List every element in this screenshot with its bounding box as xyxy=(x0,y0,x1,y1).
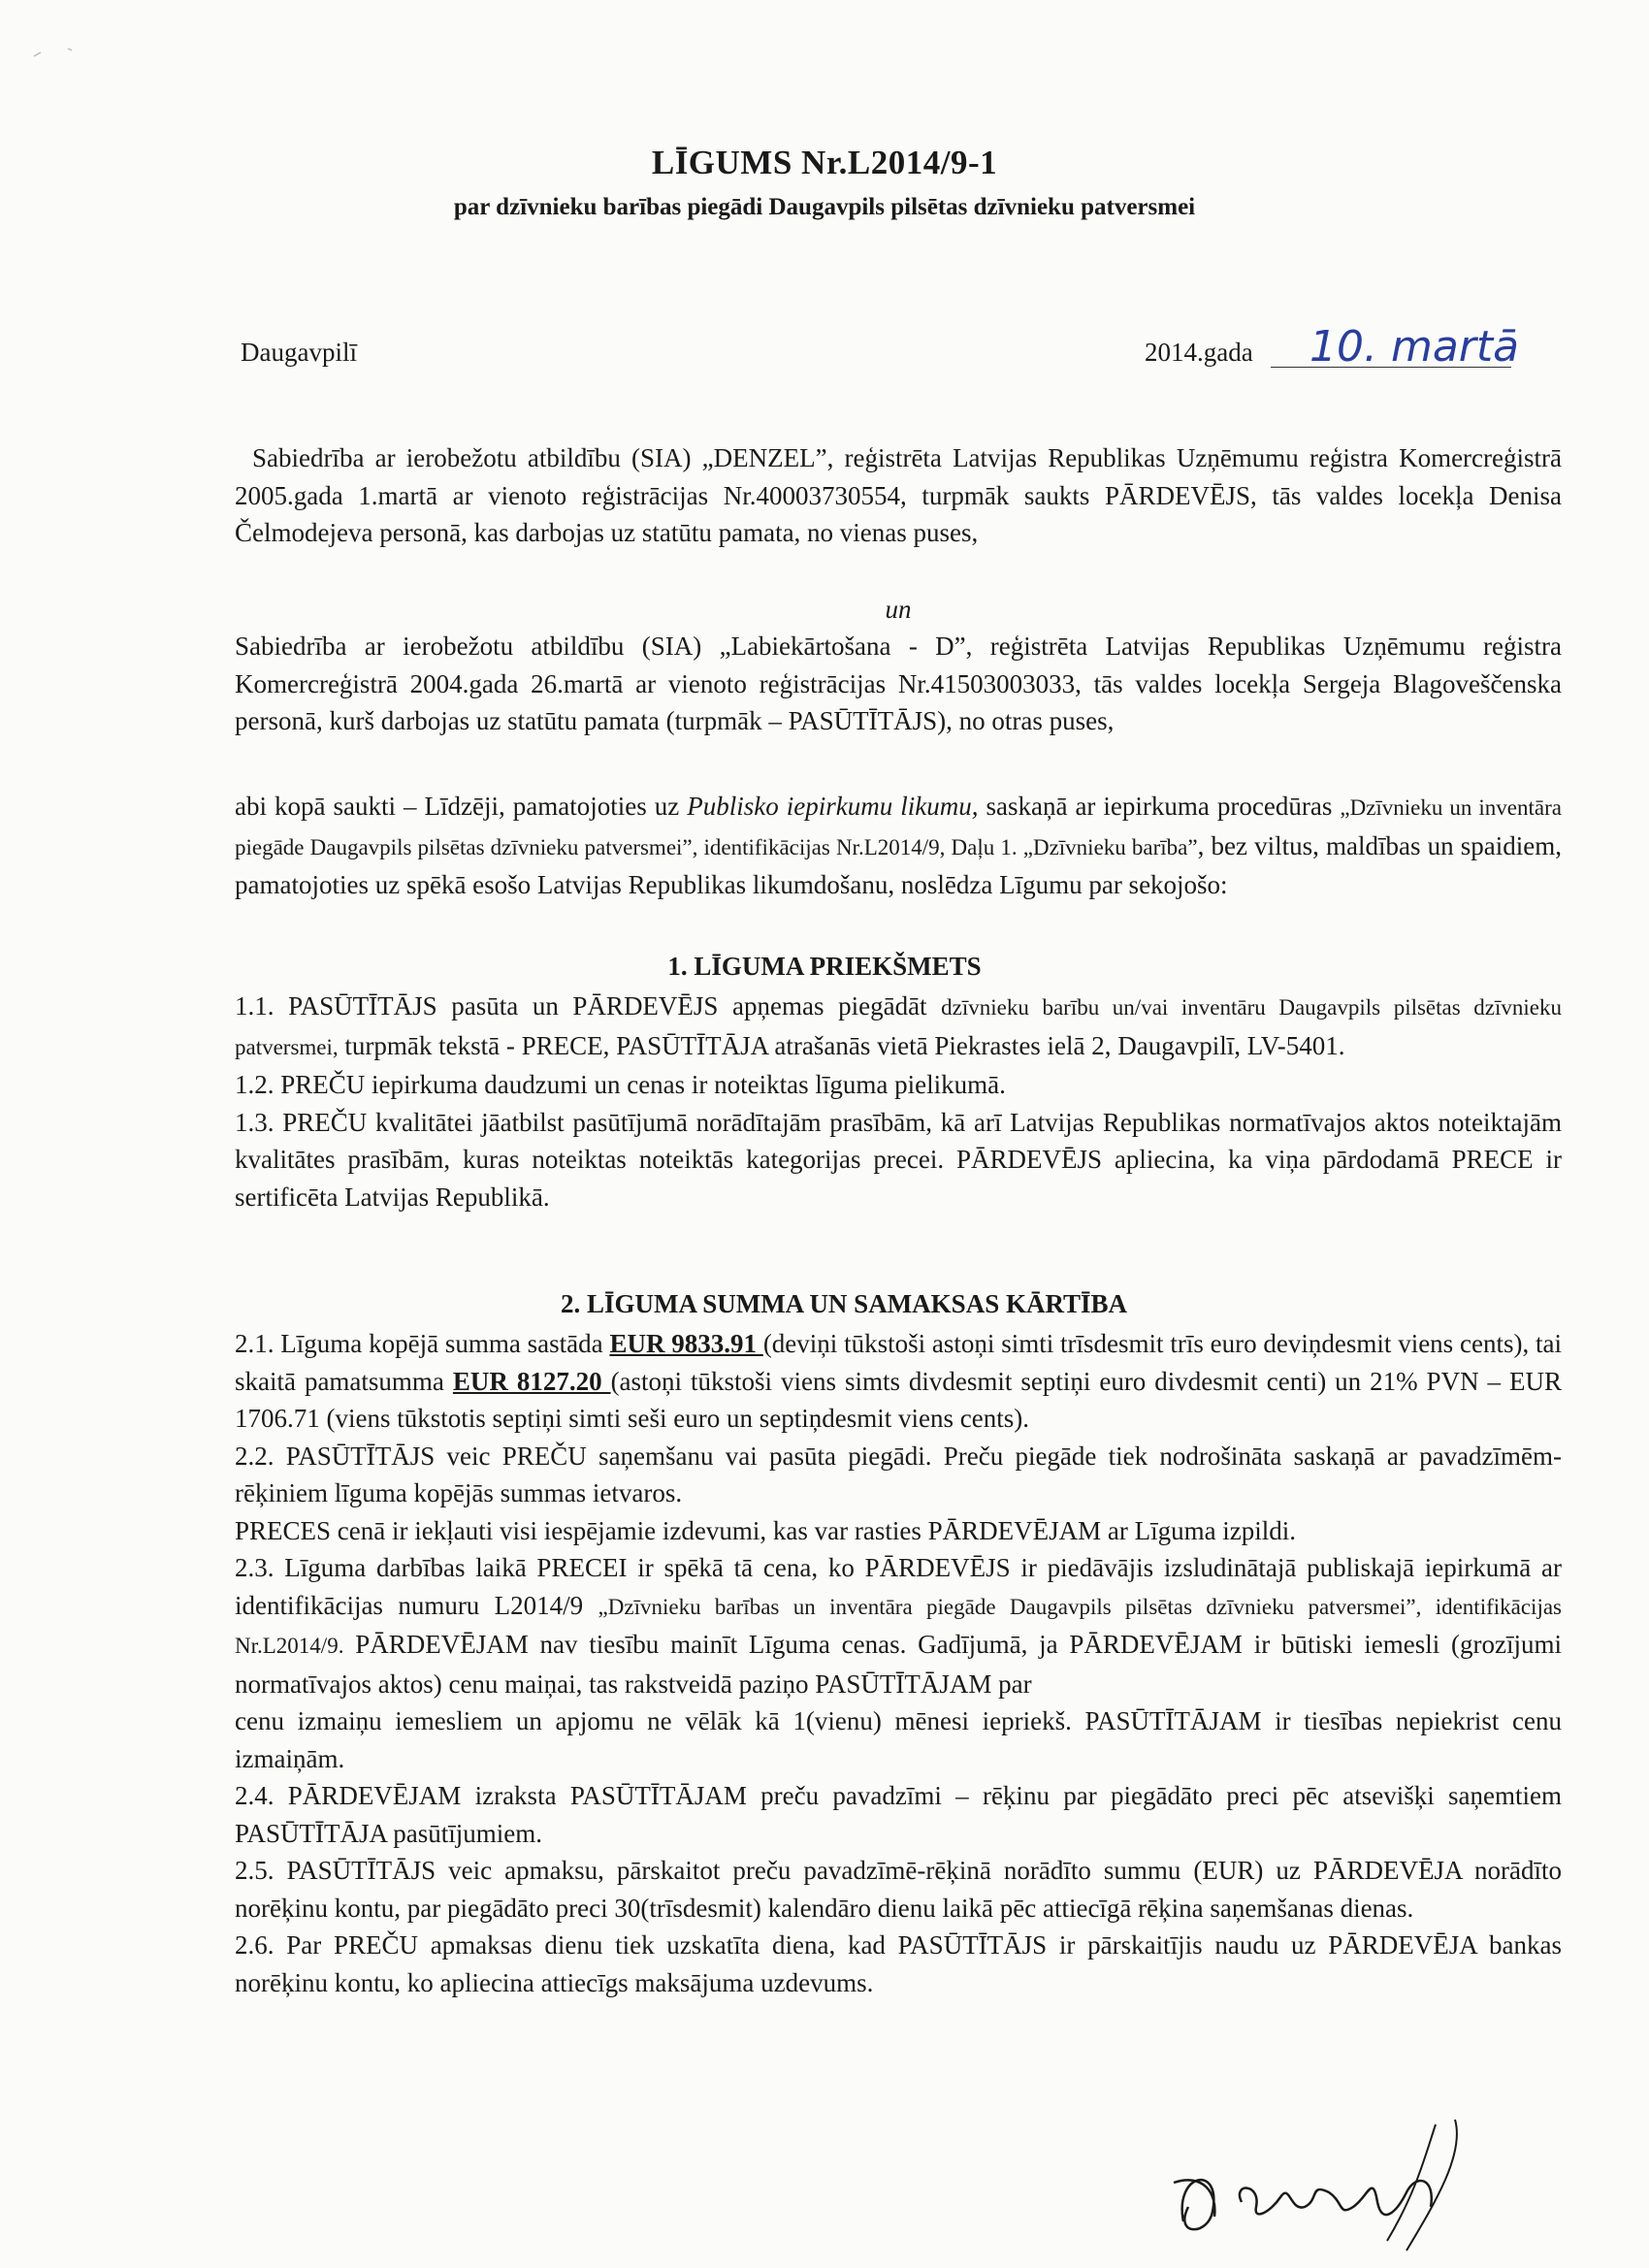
party-buyer: Sabiedrība ar ierobežotu atbildību (SIA) „Labiekārtošana - D”, reģistrēta Latvijas Republikas Uzņēmumu reģistra Komercreģistrā 2004.gada 26.martā ar vienoto reģistrācijas Nr.41503003033, tās valdes locekļa Sergeja Blagoveščenska personā, kurš darbojas uz statūtu pamata (turpmāk – PASŪTĪTĀJS), no otras puses, xyxy=(235,632,1562,735)
handwritten-date-text: 10. martā xyxy=(1310,322,1520,372)
clause-2-2-a: 2.2. PASŪTĪTĀJS veic PREČU saņemšanu vai pasūta piegādi. Preču piegāde tiek nodrošināta saskaņā ar pavadzīmēm-rēķiniem līguma kopējās summas ietvaros. xyxy=(235,1441,1562,1507)
clause-1-1-small: dzīvnieku barību un/vai inventāru Daugavpils pilsētas dzīvnieku patversmei, xyxy=(235,995,1562,1059)
party-conjunction: un xyxy=(885,595,912,624)
clause-2-1-a: 2.1. Līguma kopējā summa sastāda xyxy=(235,1329,610,1358)
total-amount: EUR 9833.91 xyxy=(609,1329,763,1358)
section2-body xyxy=(235,1325,1562,2001)
clause-2-3-c: cenu izmaiņu iemesliem un apjomu ne vēlāk kā 1(vienu) mēnesi iepriekš. PASŪTĪTĀJAM ir tiesības nepiekrist cenu izmaiņām. xyxy=(235,1706,1562,1773)
clause-2-3-small: „Dzīvnieku barības un inventāra piegāde Daugavpils pilsētas dzīvnieku patversmei”, identifikācijas Nr.L2014/9. xyxy=(235,1594,1562,1658)
section1-body xyxy=(235,988,1562,1215)
clause-2-2-b: PRECES cenā ir iekļauti visi iespējamie izdevumi, kas var rasties PĀRDEVĒJAM ar Līguma izpildi. xyxy=(235,1515,1297,1545)
contract-date-prefix: 2014.gada xyxy=(1145,338,1253,367)
clause-2-6: 2.6. Par PREČU apmaksas dienu tiek uzskatīta diena, kad PASŪTĪTĀJS ir pārskaitījis naudu uz PĀRDEVĒJA bankas norēķinu kontu, ko apliecina attiecīgs maksājuma uzdevums. xyxy=(235,1930,1562,1997)
intro-law: Publisko iepirkumu likumu, xyxy=(687,792,979,821)
contract-intro xyxy=(235,788,1562,904)
base-amount: EUR 8127.20 xyxy=(452,1366,611,1396)
contract-place: Daugavpilī xyxy=(241,338,357,367)
clause-2-5: 2.5. PASŪTĪTĀJS veic apmaksu, pārskaitot preču pavadzīmē-rēķinā norādīto summu (EUR) uz PĀRDEVĒJA norādīto norēķinu kontu, par piegādāto preci 30(trīsdesmit) kalendāro dienu laikā pēc attiecīgā rēķina saņemšanas dienas. xyxy=(235,1856,1562,1923)
intro-part3: , bez viltus, maldības un spaidiem, pamatojoties uz spēkā esošo Latvijas Republikas likumdošanu, noslēdza Līgumu par sekojošo: xyxy=(235,830,1562,899)
intro-procedure: „Dzīvnieku un inventāra piegāde Daugavpils pilsētas dzīvnieku patversmei”, identifikācijas Nr.L2014/9, Daļu 1. „Dzīvnieku barība” xyxy=(235,795,1562,859)
handwritten-signature xyxy=(1145,2115,1494,2260)
clause-1-1-a: 1.1. PASŪTĪTĀJS pasūta un PĀRDEVĒJS apņemas piegādāt xyxy=(235,991,942,1021)
clause-1-2: 1.2. PREČU iepirkuma daudzumi un cenas ir noteiktas līguma pielikumā. xyxy=(235,1070,1006,1099)
intro-part2: saskaņā ar iepirkuma procedūras xyxy=(978,792,1341,821)
section2-title: 2. LĪGUMA SUMMA UN SAMAKSAS KĀRTĪBA xyxy=(560,1289,1128,1318)
clause-1-3: 1.3. PREČU kvalitātei jāatbilst pasūtījumā norādītajām prasībām, kā arī Latvijas Republikas normatīvajos aktos noteiktajām kvalitātes prasībām, kuras noteiktas noteiktās kategorijas precei. PĀRDEVĒJS apliecina, ka viņa pārdodamā PRECE ir sertificēta Latvijas Republikā. xyxy=(235,1107,1562,1212)
contract-subtitle: par dzīvnieku barības piegādi Daugavpils pilsētas dzīvnieku patversmei xyxy=(453,194,1196,220)
clause-2-3-a: 2.3. Līguma darbības laikā PRECEI ir spēkā tā cena, ko PĀRDEVĒJS ir piedāvājis izsludinātajā publiskajā iepirkumā ar identifikācijas numuru L2014/9 xyxy=(235,1553,1562,1620)
contract-title: LĪGUMS Nr.L2014/9-1 xyxy=(651,144,998,181)
clause-2-3 xyxy=(235,1549,1562,1702)
scan-corner-mark xyxy=(29,39,146,68)
intro-part1: abi kopā saukti – Līdzēji, pamatojoties uz xyxy=(235,792,688,821)
handwritten-date xyxy=(1300,303,1523,380)
clause-1-1-b: turpmāk tekstā - PRECE, PASŪTĪTĀJA atrašanās vietā Piekrastes ielā 2, Daugavpilī, LV-5401. xyxy=(338,1030,1345,1060)
clause-2-1-b: (deviņi tūkstoši astoņi simti trīsdesmit trīs euro deviņdesmit viens cents), tai skaitā pamatsumma xyxy=(235,1329,1563,1396)
party-seller: Sabiedrība ar ierobežotu atbildību (SIA) „DENZEL”, reģistrēta Latvijas Republikas Uzņēmumu reģistra Komercreģistrā 2005.gada 1.martā ar vienoto reģistrācijas Nr.40003730554, turpmāk saukts PĀRDEVĒJS, tās valdes locekļa Denisa Čelmodejeva personā, kas darbojas uz statūtu pamata, no vienas puses, xyxy=(235,443,1562,547)
clause-2-1 xyxy=(235,1325,1562,1438)
clause-2-1-c: (astoņi tūkstoši viens simts divdesmit septiņi euro divdesmit centi) un 21% PVN – EUR 1706.71 (viens tūkstotis septiņi simti seši euro un septiņdesmit viens cents). xyxy=(235,1366,1562,1433)
section1-title: 1. LĪGUMA PRIEKŠMETS xyxy=(667,952,982,981)
clause-1-1 xyxy=(235,988,1562,1066)
clause-2-3-b: PĀRDEVĒJAM nav tiesību mainīt Līguma cenas. Gadījumā, ja PĀRDEVĒJAM ir būtiski iemesli (grozījumi normatīvajos aktos) cenu maiņai, tas rakstveidā paziņo PASŪTĪTĀJAM par xyxy=(235,1630,1562,1699)
clause-2-4: 2.4. PĀRDEVĒJAM izraksta PASŪTĪTĀJAM preču pavadzīmi – rēķinu par piegādāto preci pēc atsevišķi saņemtiem PASŪTĪTĀJA pasūtījumiem. xyxy=(235,1781,1562,1848)
